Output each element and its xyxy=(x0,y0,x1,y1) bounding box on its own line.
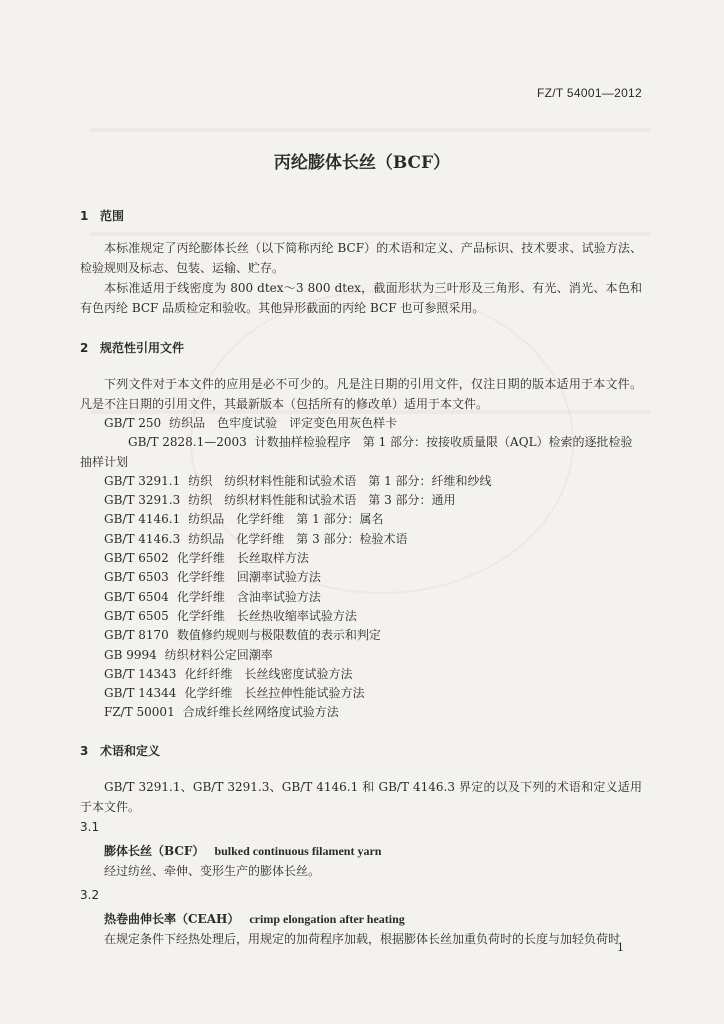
reference-title: 化学纤维 含油率试验方法 xyxy=(176,589,321,604)
reference-item xyxy=(80,646,642,665)
reference-code: GB/T 6505 xyxy=(104,608,169,623)
section-title: 规范性引用文件 xyxy=(100,341,185,355)
reference-item xyxy=(80,433,642,472)
references-intro: 下列文件对于本文件的应用是必不可少的。凡是注日期的引用文件，仅注日期的版本适用于本文件。凡是不注日期的引用文件，其最新版本（包括所有的修改单）适用于本文件。 xyxy=(80,377,642,411)
section-normative-references xyxy=(80,338,642,723)
reference-title: 纺织品 色牢度试验 评定变色用灰色样卡 xyxy=(169,416,398,430)
bleed-through-line xyxy=(90,128,650,132)
reference-item xyxy=(80,626,642,645)
reference-title: 纺织材料公定回潮率 xyxy=(164,647,273,662)
term-entry xyxy=(80,885,642,949)
reference-code: GB/T 4146.3 xyxy=(104,531,181,546)
term-name xyxy=(80,909,642,929)
reference-title: 纺织 纺织材料性能和试验术语 第 3 部分：通用 xyxy=(188,493,456,508)
reference-title: 计数抽样检验程序 第 1 部分：按接收质量限（AQL）检索的逐批检验抽样计划 xyxy=(80,435,633,469)
document-body xyxy=(80,206,642,949)
scope-paragraph-1: 本标准规定了丙纶膨体长丝（以下简称丙纶 BCF）的术语和定义、产品标识、技术要求、试验方法、检验规则及标志、包装、运输、贮存。 xyxy=(80,241,642,275)
standard-code: FZ/T 54001—2012 xyxy=(536,86,642,100)
document-title: 丙纶膨体长丝（BCF） xyxy=(273,153,451,173)
reference-item xyxy=(80,414,642,433)
reference-item xyxy=(80,568,642,587)
reference-title: 合成纤维长丝网络度试验方法 xyxy=(182,705,339,720)
section-terms-definitions xyxy=(80,741,642,949)
reference-item xyxy=(80,549,642,568)
reference-code: GB/T 3291.3 xyxy=(104,493,181,508)
reference-title: 纺织品 化学纤维 第 3 部分：检验术语 xyxy=(188,531,408,546)
term-number: 3.1 xyxy=(80,819,100,834)
reference-item xyxy=(80,510,642,529)
reference-title: 纺织品 化学纤维 第 1 部分：属名 xyxy=(188,512,384,527)
reference-code: GB 9994 xyxy=(104,647,157,662)
reference-item xyxy=(80,472,642,491)
reference-code: GB/T 250 xyxy=(104,416,162,430)
section-heading xyxy=(80,741,642,761)
term-definition: 在规定条件下经热处理后，用规定的加荷程序加载，根据膨体长丝加重负荷时的长度与加轻负荷时 xyxy=(104,931,621,946)
reference-item xyxy=(80,530,642,549)
reference-item xyxy=(80,684,642,703)
section-heading xyxy=(80,206,642,226)
reference-code: GB/T 4146.1 xyxy=(104,512,181,527)
reference-code: GB/T 14343 xyxy=(104,666,177,681)
term-name-en: crimp elongation after heating xyxy=(249,911,405,926)
term-name-zh: 热卷曲伸长率（CEAH） xyxy=(104,911,240,926)
reference-title: 数值修约规则与极限数值的表示和判定 xyxy=(176,628,381,643)
section-title: 术语和定义 xyxy=(100,743,161,758)
section-title: 范围 xyxy=(100,209,125,223)
term-name-en: bulked continuous filament yarn xyxy=(214,843,382,858)
term-name xyxy=(80,841,642,861)
reference-code: GB/T 2828.1—2003 xyxy=(128,435,247,450)
reference-item xyxy=(80,588,642,607)
reference-title: 化纤纤维 长丝线密度试验方法 xyxy=(184,666,353,681)
reference-item xyxy=(80,703,642,722)
reference-title: 化学纤维 长丝取样方法 xyxy=(176,551,309,566)
reference-code: GB/T 6503 xyxy=(104,570,169,585)
term-entry xyxy=(80,817,642,881)
reference-code: GB/T 8170 xyxy=(104,628,169,643)
reference-code: GB/T 6502 xyxy=(104,551,169,566)
reference-title: 化学纤维 长丝热收缩率试验方法 xyxy=(176,608,357,623)
section-heading xyxy=(80,338,642,358)
term-number: 3.2 xyxy=(80,887,100,902)
terms-intro: GB/T 3291.1、GB/T 3291.3、GB/T 4146.1 和 GB/T 4146.3 界定的以及下列的术语和定义适用于本文件。 xyxy=(80,779,642,814)
reference-code: GB/T 14344 xyxy=(104,686,177,701)
reference-item xyxy=(80,665,642,684)
term-definition: 经过纺丝、牵伸、变形生产的膨体长丝。 xyxy=(104,863,321,878)
section-number: 3 xyxy=(80,743,89,758)
reference-title: 化学纤维 回潮率试验方法 xyxy=(176,570,321,585)
section-scope xyxy=(80,206,642,318)
reference-code: FZ/T 50001 xyxy=(104,705,175,720)
reference-title: 化学纤维 长丝拉伸性能试验方法 xyxy=(184,686,365,701)
page-number: 1 xyxy=(617,941,624,954)
reference-code: GB/T 3291.1 xyxy=(104,473,181,488)
term-name-zh: 膨体长丝（BCF） xyxy=(104,843,205,858)
scope-paragraph-2: 本标准适用于线密度为 800 dtex～3 800 dtex，截面形状为三叶形及三角形、有光、消光、本色和有色丙纶 BCF 品质检定和验收。其他异形截面的丙纶 BCF 也可参照采用。 xyxy=(80,281,642,315)
reference-title: 纺织 纺织材料性能和试验术语 第 1 部分：纤维和纱线 xyxy=(188,473,492,488)
section-number: 2 xyxy=(80,341,89,355)
reference-list xyxy=(80,414,642,723)
reference-item xyxy=(80,491,642,510)
reference-item xyxy=(80,607,642,626)
reference-code: GB/T 6504 xyxy=(104,589,169,604)
section-number: 1 xyxy=(80,209,89,223)
